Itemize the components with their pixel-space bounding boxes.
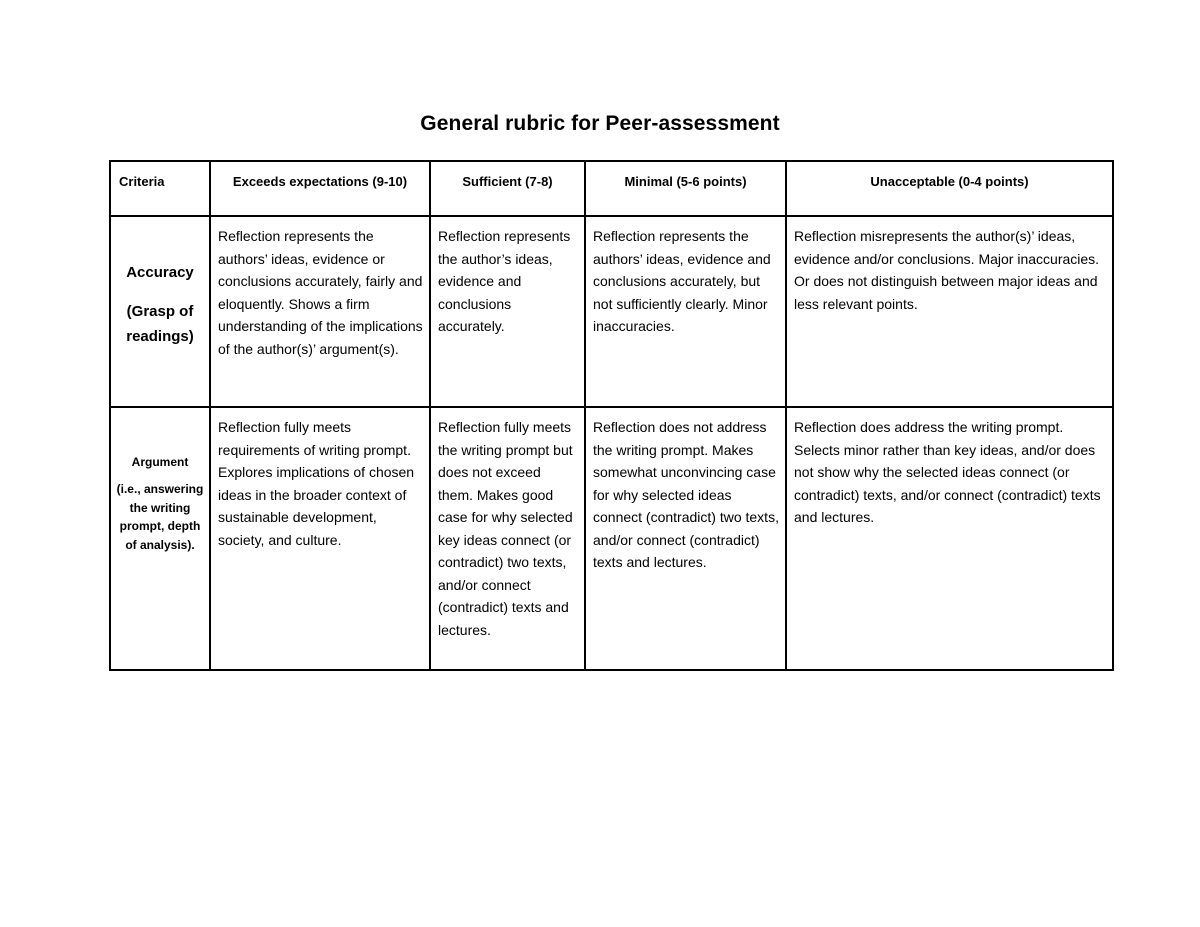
- cell-text: Reflection does address the writing prompt. Selects minor rather than key ideas, and/or does not show why the selected ideas connect (or contradict) texts, and/or connect (contradict) texts and lectures.: [794, 419, 1101, 525]
- sufficient-cell: [430, 407, 585, 670]
- cell-text: Reflection misrepresents the author(s)’ ideas, evidence and/or conclusions. Major inaccuracies. Or does not distinguish between major ideas and less relevant points.: [794, 228, 1100, 312]
- unacceptable-cell: [786, 407, 1113, 670]
- table-row: [110, 407, 1113, 670]
- criterion-description: (Grasp of readings): [126, 303, 194, 345]
- page-title: General rubric for Peer-assessment: [420, 112, 780, 135]
- header-minimal: Minimal (5-6 points): [585, 161, 786, 216]
- exceeds-cell: [210, 407, 430, 670]
- cell-text: Reflection does not address the writing prompt. Makes somewhat unconvincing case for why selected ideas connect (contradict) two texts, and/or connect (contradict) texts and lectures.: [593, 419, 779, 570]
- cell-text: Reflection represents the authors’ ideas, evidence and conclusions accurately, but not sufficiently clearly. Minor inaccuracies.: [593, 228, 771, 334]
- minimal-cell: [585, 216, 786, 407]
- criterion-name: Argument: [131, 455, 189, 469]
- criterion-cell: [110, 407, 210, 670]
- cell-text: Reflection fully meets requirements of writing prompt. Explores implications of chosen ideas in the broader context of sustainable development, society, and culture.: [218, 419, 415, 548]
- table-row: [110, 216, 1113, 407]
- cell-text: Reflection represents the author’s ideas, evidence and conclusions accurately.: [438, 228, 571, 334]
- cell-text: Reflection represents the authors’ ideas, evidence or conclusions accurately, fairly and eloquently. Shows a firm understanding of the implications of the author(s)’ argument(s).: [218, 228, 423, 357]
- rubric-table: [109, 160, 1114, 671]
- table-header-row: [110, 161, 1113, 216]
- criterion-cell: [110, 216, 210, 407]
- unacceptable-cell: [786, 216, 1113, 407]
- header-exceeds: Exceeds expectations (9-10): [210, 161, 430, 216]
- exceeds-cell: [210, 216, 430, 407]
- header-unacceptable: Unacceptable (0-4 points): [786, 161, 1113, 216]
- sufficient-cell: [430, 216, 585, 407]
- header-criteria: Criteria: [110, 161, 210, 216]
- criterion-description: (i.e., answering the writing prompt, depth of analysis).: [116, 482, 204, 552]
- criterion-name: Accuracy: [126, 264, 194, 281]
- cell-text: Reflection fully meets the writing prompt but does not exceed them. Makes good case for why selected key ideas connect (or contradict) two texts, and/or connect (contradict) texts and lectures.: [438, 419, 573, 638]
- header-sufficient: Sufficient (7-8): [430, 161, 585, 216]
- minimal-cell: [585, 407, 786, 670]
